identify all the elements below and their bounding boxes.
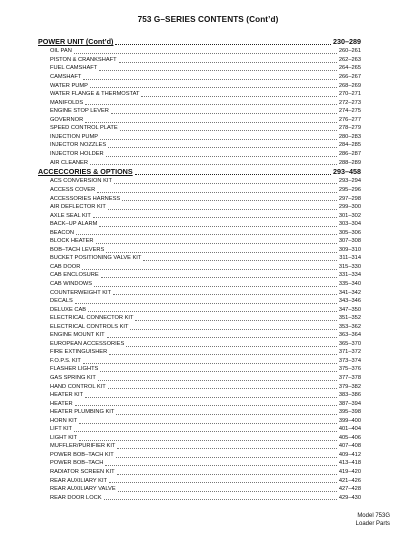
dot-leader: [106, 248, 337, 253]
toc-entry-label: CAB DOOR: [50, 263, 81, 270]
toc-entry-pages: 303–304: [338, 221, 361, 228]
toc-entry-label: POWER BOB–TACH: [50, 460, 104, 467]
toc-entry: [38, 357, 361, 366]
toc-entry-label: WATER PUMP: [50, 82, 88, 89]
dot-leader: [85, 118, 337, 123]
toc-entry-pages: 343–346: [338, 298, 361, 305]
toc-entry: [38, 494, 361, 503]
toc-entry: [38, 124, 361, 133]
toc-entry-label: REAR AUXILIARY VALVE: [50, 486, 116, 493]
toc-entry-pages: 284–285: [338, 142, 361, 149]
toc-entry-pages: 363–364: [338, 332, 361, 339]
toc-entry: [38, 314, 361, 323]
dot-leader: [104, 495, 337, 500]
toc-entry-label: BEACON: [50, 229, 75, 236]
toc-entry: [38, 195, 361, 204]
dot-leader: [79, 436, 337, 441]
toc-entry-pages: 307–308: [338, 238, 361, 245]
toc-entry: [38, 246, 361, 255]
toc-entry: [38, 99, 361, 108]
toc-entry-pages: 427–428: [338, 486, 361, 493]
toc-entry-pages: 293–294: [338, 178, 361, 185]
toc-entry-pages: 295–296: [338, 186, 361, 193]
toc-entry-pages: 379–382: [338, 383, 361, 390]
toc-entry: [38, 323, 361, 332]
toc-entry: [38, 177, 361, 186]
toc-entry-pages: 260–261: [338, 48, 361, 55]
toc-entry-pages: 311–314: [339, 255, 361, 262]
toc-entry-label: REAR AUXILIARY KIT: [50, 477, 108, 484]
toc-entry-label: SPEED CONTROL PLATE: [50, 125, 118, 132]
toc-entry-label: PISTON & CRANKSHAFT: [50, 56, 117, 63]
dot-leader: [126, 342, 337, 347]
dot-leader: [116, 410, 336, 415]
dot-leader: [105, 461, 337, 466]
toc-entry-pages: 419–420: [338, 469, 361, 476]
dot-leader: [130, 325, 336, 330]
toc-entry-label: REAR DOOR LOCK: [50, 494, 102, 501]
toc-entry-label: LIGHT KIT: [50, 434, 78, 441]
dot-leader: [75, 299, 337, 304]
toc-entry-pages: 288–289: [338, 159, 361, 166]
toc-entry-pages: 272–273: [338, 99, 361, 106]
toc-entry-label: BLOCK HEATER: [50, 238, 94, 245]
dot-leader: [83, 75, 337, 80]
dot-leader: [76, 230, 337, 235]
toc-entry: [38, 340, 361, 349]
toc-entry-pages: 297–298: [338, 195, 361, 202]
toc-entry: [38, 271, 361, 280]
toc-entry-label: OIL PAN: [50, 48, 72, 55]
dot-leader: [135, 170, 331, 175]
toc-entry-pages: 405–406: [338, 434, 361, 441]
dot-leader: [99, 66, 337, 71]
dot-leader: [74, 427, 337, 432]
toc-entry-pages: 305–306: [338, 229, 361, 236]
toc-entry-pages: 301–302: [338, 212, 361, 219]
toc-entry-label: DELUXE CAB: [50, 306, 87, 313]
toc-entry: [38, 417, 361, 426]
toc-entry: [38, 374, 361, 383]
toc-entry: [38, 331, 361, 340]
toc-entry-label: FLASHER LIGHTS: [50, 366, 99, 373]
toc-entry-pages: 373–374: [338, 357, 361, 364]
toc-entry: [38, 459, 361, 468]
dot-leader: [88, 307, 337, 312]
toc-entry: [38, 280, 361, 289]
section-heading-label: ACCECCORIES & OPTIONS: [38, 167, 133, 177]
toc-entry-pages: 377–378: [338, 375, 361, 382]
toc-entry: [38, 485, 361, 494]
toc-entry-pages: 399–400: [338, 417, 361, 424]
toc-entry: [38, 116, 361, 125]
dot-leader: [117, 470, 337, 475]
toc-entry-label: CAB WINDOWS: [50, 281, 93, 287]
toc-entry: [38, 391, 361, 400]
toc-entry-pages: 270–271: [338, 91, 361, 98]
toc-entry-label: GOVERNOR: [50, 116, 84, 123]
toc-entry-label: WATER FLANGE & THERMOSTAT: [50, 91, 140, 98]
dot-leader: [113, 290, 337, 295]
toc-entry: [38, 254, 361, 263]
toc-entry: [38, 289, 361, 298]
toc-entry-label: F.O.P.S. KIT: [50, 357, 81, 364]
dot-leader: [117, 444, 336, 449]
toc-entry-pages: 315–330: [338, 263, 361, 270]
dot-leader: [122, 196, 337, 201]
dot-leader: [96, 239, 337, 244]
toc-entry: [38, 203, 361, 212]
section-heading: [38, 37, 361, 47]
toc-entry: [38, 237, 361, 246]
toc-entry: [38, 408, 361, 417]
dot-leader: [109, 478, 337, 483]
toc-entry-label: ENGINE MOUNT KIT: [50, 332, 105, 339]
section-heading-pages: 293–458: [333, 167, 361, 177]
toc-entry-label: DECALS: [50, 298, 73, 305]
toc-entry-pages: 421–426: [338, 477, 361, 484]
toc-entry: [38, 159, 361, 168]
toc-entry: [38, 306, 361, 315]
toc-entry-label: RADIATOR SCREEN KIT: [50, 469, 115, 476]
dot-leader: [83, 359, 337, 364]
toc-entry-pages: 351–352: [338, 315, 361, 322]
toc-entry: [38, 133, 361, 142]
toc-entry: [38, 212, 361, 221]
toc-entry: [38, 107, 361, 116]
toc-entry-pages: 341–342: [338, 289, 361, 296]
dot-leader: [118, 487, 337, 492]
dot-leader: [111, 109, 337, 114]
toc-entry-label: AIR CLEANER: [50, 159, 88, 166]
dot-leader: [99, 222, 337, 227]
toc-entry-pages: 375–376: [338, 366, 361, 373]
section-heading-label: POWER UNIT (Cont’d): [38, 37, 114, 46]
dot-leader: [97, 188, 337, 193]
toc-entry-pages: 407–408: [338, 443, 361, 450]
toc-entry-label: ELECTRICAL CONNECTOR KIT: [50, 315, 134, 322]
toc-entry-label: HEATER KIT: [50, 392, 84, 399]
toc-entry-label: INJECTION PUMP: [50, 133, 99, 140]
toc-entry-label: BOB–TACH LEVERS: [50, 246, 105, 253]
toc-entry-label: POWER BOB–TACH KIT: [50, 451, 114, 458]
toc-entry-pages: 395–398: [338, 409, 361, 416]
toc-entry-label: FIRE EXTINGUISHER: [50, 349, 108, 356]
toc-entry-label: ENGINE STOP LEVER: [50, 108, 109, 115]
dot-leader: [85, 100, 337, 105]
page-footer: [330, 512, 390, 528]
toc-entry-pages: 286–287: [338, 150, 361, 157]
dot-leader: [108, 143, 337, 148]
toc-entry: [38, 425, 361, 434]
toc-entry: [38, 150, 361, 159]
toc-entry-pages: 387–394: [338, 400, 361, 407]
toc-entry-label: FUEL CAMSHAFT: [50, 65, 98, 72]
toc-entry-pages: 383–386: [338, 392, 361, 399]
toc-entry: [38, 477, 361, 486]
toc-entry-pages: 331–334: [338, 272, 361, 279]
toc-entry-label: AXLE SEAL KIT: [50, 212, 91, 219]
dot-leader: [135, 316, 336, 321]
toc-entry-pages: 274–275: [338, 108, 361, 115]
toc-entry: [38, 434, 361, 443]
toc-entry-label: ELECTRICAL CONTROLS KIT: [50, 323, 129, 330]
dot-leader: [108, 384, 337, 389]
toc-entry: [38, 64, 361, 73]
toc-entry: [38, 47, 361, 56]
toc-entry-label: HAND CONTROL KIT: [50, 383, 106, 390]
toc-entry-label: MUFFLER/PURIFIER KIT: [50, 443, 116, 450]
dot-leader: [79, 419, 337, 424]
toc-entry-label: AIR DEFLECTOR KIT: [50, 204, 106, 211]
dot-leader: [116, 453, 337, 458]
toc-entry-pages: 347–350: [338, 306, 361, 313]
toc-entry: [38, 56, 361, 65]
toc-entry-label: EUROPEAN ACCESSORIES: [50, 340, 125, 347]
toc-entry-pages: 401–404: [338, 426, 361, 433]
dot-leader: [90, 83, 337, 88]
toc-entry-label: HEATER PLUMBING KIT: [50, 409, 115, 416]
toc-entry: [38, 365, 361, 374]
toc-entry-pages: 262–263: [338, 56, 361, 63]
toc-entry-pages: 353–362: [338, 323, 361, 330]
toc-entry-pages: 429–430: [338, 494, 361, 501]
dot-leader: [143, 256, 337, 261]
toc-entry: [38, 141, 361, 150]
toc-entry: [38, 297, 361, 306]
toc-entry-label: BACK–UP ALARM: [50, 221, 98, 228]
toc-entry: [38, 442, 361, 451]
toc-entry-pages: 371–372: [338, 349, 361, 356]
dot-leader: [94, 282, 337, 287]
footer-model: Model 753G: [357, 513, 390, 519]
toc-entry-label: ACCESSORIES HARNESS: [50, 195, 121, 202]
toc-entry: [38, 451, 361, 460]
dot-leader: [114, 179, 337, 184]
toc-entry: [38, 73, 361, 82]
toc-entry-pages: 280–283: [338, 133, 361, 140]
toc-entry-label: INJECTOR HOLDER: [50, 150, 104, 157]
toc-entry-label: CAMSHAFT: [50, 74, 82, 81]
toc-entry: [38, 82, 361, 91]
toc-entry-pages: 299–300: [338, 204, 361, 211]
dot-leader: [75, 401, 337, 406]
toc-entry-label: BUCKET POSITIONING VALVE KIT: [50, 255, 142, 262]
toc-entry: [38, 90, 361, 99]
toc-entry: [38, 186, 361, 195]
toc-entry: [38, 220, 361, 229]
toc-entry-label: GAS SPRING KIT: [50, 375, 96, 382]
dot-leader: [82, 265, 337, 270]
dot-leader: [100, 135, 337, 140]
toc-entry-label: CAB ENCLOSURE: [50, 272, 99, 279]
dot-leader: [90, 160, 337, 165]
dot-leader: [107, 333, 337, 338]
toc-entry: [38, 348, 361, 357]
toc-entry-label: LIFT KIT: [50, 426, 73, 433]
toc-entry-pages: 365–370: [338, 340, 361, 347]
toc-entry: [38, 400, 361, 409]
toc-entry: [38, 468, 361, 477]
dot-leader: [101, 273, 337, 278]
dot-leader: [98, 376, 337, 381]
toc-entry-pages: 409–412: [338, 451, 361, 458]
toc-entry: [38, 229, 361, 238]
dot-leader: [100, 367, 336, 372]
toc-entry-label: HORN KIT: [50, 417, 78, 424]
toc-entry-label: ACCESS COVER: [50, 186, 96, 193]
toc-entry-label: COUNTERWEIGHT KIT: [50, 289, 112, 296]
toc-entry-pages: 309–310: [338, 246, 361, 253]
toc-entry-pages: 413–418: [338, 460, 361, 467]
toc-entry-pages: 268–269: [338, 82, 361, 89]
dot-leader: [120, 126, 337, 131]
toc-entry-label: HEATER: [50, 400, 73, 407]
toc-entry-pages: 264–265: [338, 65, 361, 72]
toc-entry-pages: 278–279: [338, 125, 361, 132]
dot-leader: [85, 393, 337, 398]
table-of-contents: [38, 37, 361, 502]
dot-leader: [108, 205, 337, 210]
toc-entry-label: ACS CONVERSION KIT: [50, 178, 112, 185]
dot-leader: [109, 350, 337, 355]
dot-leader: [141, 92, 336, 97]
dot-leader: [74, 49, 337, 54]
toc-entry-pages: 335–340: [338, 281, 361, 287]
toc-entry-label: MANIFOLDS: [50, 99, 84, 106]
toc-entry: [38, 383, 361, 392]
toc-entry-pages: 266–267: [338, 74, 361, 81]
dot-leader: [106, 152, 337, 157]
page-title: 753 G–SERIES CONTENTS (Cont’d): [137, 15, 279, 24]
dot-leader: [119, 58, 337, 63]
section-heading: [38, 167, 361, 177]
dot-leader: [93, 213, 337, 218]
section-heading-pages: 230–289: [333, 37, 361, 46]
toc-entry-pages: 276–277: [338, 116, 361, 123]
toc-entry-label: INJECTOR NOZZLES: [50, 142, 107, 149]
dot-leader: [115, 40, 331, 45]
footer-doc: Loader Parts: [355, 521, 390, 527]
toc-entry: [38, 263, 361, 272]
